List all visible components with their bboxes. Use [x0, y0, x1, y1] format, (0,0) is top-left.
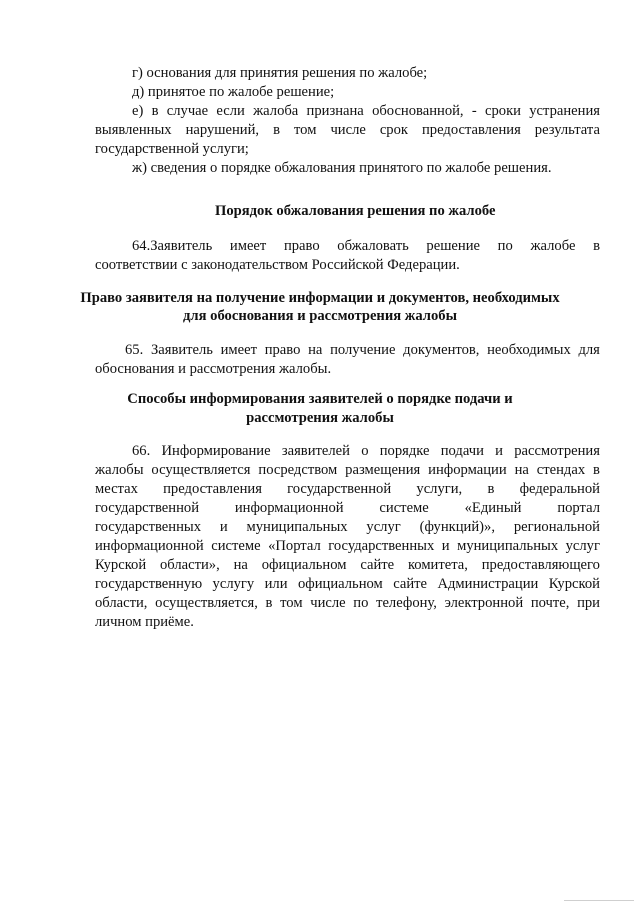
p66-line3: местах предоставления государственной услуги, в федеральной — [95, 481, 600, 497]
p66-line8: государственную услугу или официальном сайте Администрации Курской — [95, 576, 600, 592]
p66-line10: личном приёме. — [95, 614, 194, 630]
p66-line7: Курской области», на официальном сайте комитета, предоставляющего — [95, 557, 600, 573]
list-item-g: г) основания для принятия решения по жалобе; — [132, 65, 428, 81]
heading-appeal: Порядок обжалования решения по жалобе — [215, 203, 496, 219]
p66-line5: государственных и муниципальных услуг (функций)», региональной — [95, 519, 600, 535]
heading-inform-line2: рассмотрения жалобы — [246, 410, 394, 426]
p66-line9: области, осуществляется, в том числе по телефону, электронной почте, при — [95, 595, 600, 611]
p65-line1: 65. Заявитель имеет право на получение документов, необходимых для — [125, 342, 600, 358]
heading-rights-line1: Право заявителя на получение информации и документов, необходимых — [80, 290, 560, 306]
list-item-e-line2: выявленных нарушений, в том числе срок предоставления результата — [95, 122, 600, 138]
list-item-zh: ж) сведения о порядке обжалования принятого по жалобе решения. — [132, 160, 552, 176]
p66-line6: информационной системе «Портал государственных и муниципальных услуг — [95, 538, 600, 554]
heading-inform-line1: Способы информирования заявителей о порядке подачи и — [127, 391, 513, 407]
p64-line1: 64.Заявитель имеет право обжаловать решение по жалобе в — [132, 238, 600, 254]
p64-line2: соответствии с законодательством Российской Федерации. — [95, 257, 460, 273]
p65-line2: обоснования и рассмотрения жалобы. — [95, 361, 332, 377]
list-item-d: д) принятое по жалобе решение; — [132, 84, 335, 100]
p66-line1: 66. Информирование заявителей о порядке подачи и рассмотрения — [132, 443, 600, 459]
p66-line4: государственной информационной системе «Единый портал — [95, 500, 600, 516]
heading-rights-line2: для обоснования и рассмотрения жалобы — [183, 308, 457, 324]
scan-edge-mark — [564, 894, 634, 901]
list-item-e-line3: государственной услуги; — [95, 141, 249, 157]
p66-line2: жалобы осуществляется посредством размещения информации на стендах в — [95, 462, 600, 478]
list-item-e-line1: е) в случае если жалоба признана обоснованной, - сроки устранения — [132, 103, 600, 119]
